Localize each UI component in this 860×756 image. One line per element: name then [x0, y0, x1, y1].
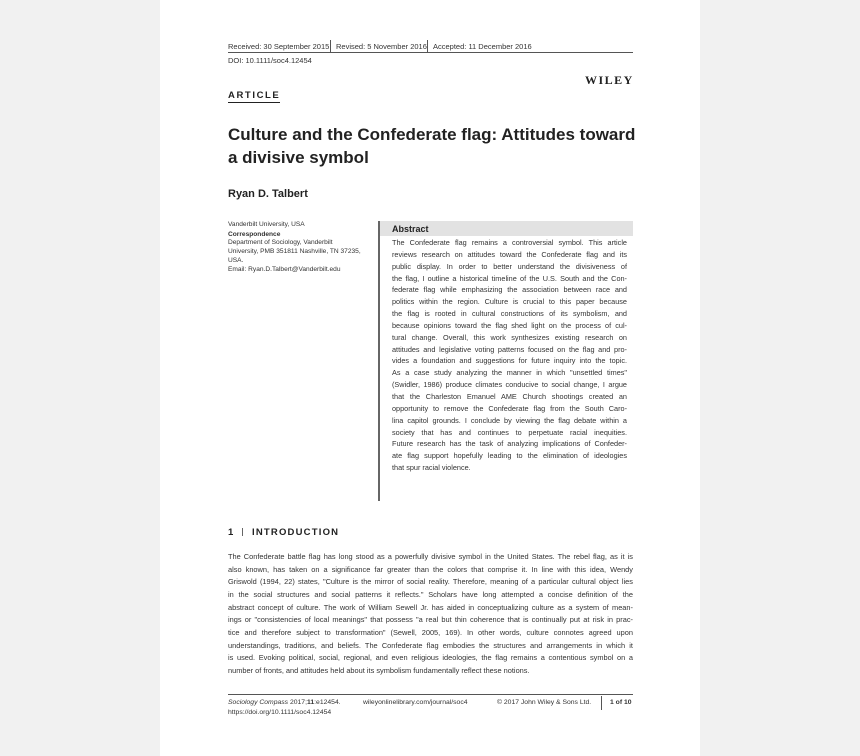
- correspondence-label: Correspondence: [228, 230, 281, 238]
- accepted-date: Accepted: 11 December 2016: [433, 42, 532, 51]
- correspondence-email: Email: Ryan.D.Talbert@Vanderbilt.edu: [228, 265, 341, 273]
- body-line: abstract concept of culture. The work of William Sewell Jr. has aided in conceptualizing culture as a system of mean-: [228, 602, 633, 612]
- journal-name: Sociology Compass: [228, 699, 289, 706]
- citation-year: 2017;: [289, 699, 307, 706]
- article-page: [160, 0, 700, 756]
- abstract-line: (Swidler, 1986) produce climates conducive to social change, I argue: [392, 380, 627, 390]
- title-line: a divisive symbol: [228, 148, 369, 167]
- section-title: INTRODUCTION: [252, 527, 340, 538]
- header-rule: [228, 52, 633, 53]
- received-date: Received: 30 September 2015: [228, 42, 330, 51]
- body-line: tice and therefore subject to transformation" (Sewell, 2005, 169). In other words, culture connotes agreed upon: [228, 627, 633, 637]
- abstract-line: ate flag support hopefully leading to the elimination of ideologies: [392, 451, 627, 461]
- section-number: 1: [228, 527, 235, 538]
- abstract-line: tural change. Overall, this work synthesizes existing research on: [392, 332, 627, 342]
- abstract-line: The Confederate flag remains a controversial symbol. This article: [392, 238, 627, 247]
- footer-doi-link[interactable]: https://doi.org/10.1111/soc4.12454: [228, 709, 332, 716]
- copyright: © 2017 John Wiley & Sons Ltd.: [497, 699, 592, 706]
- volume: 11: [306, 699, 315, 706]
- journal-website-link[interactable]: wileyonlinelibrary.com/journal/soc4: [363, 699, 468, 706]
- abstract-heading: Abstract: [392, 224, 429, 234]
- abstract-line: reviews research on attitudes toward the Confederate flag and its: [392, 249, 627, 259]
- abstract-rule: [378, 221, 380, 501]
- abstract-line: the flag, I outline a historical timeline of the U.S. South and the Con-: [392, 273, 627, 283]
- body-text: [228, 551, 633, 678]
- doi: DOI: 10.1111/soc4.12454: [228, 56, 312, 65]
- footer-rule: [228, 694, 633, 695]
- body-line: ings or "consistencies of local meanings" that possess "a real but thin coherence that is continually put at risk in prac-: [228, 615, 633, 625]
- body-line: Griswold (1994, 22) states, "Culture is the mirror of social reality. Therefore, meaning of a particular cultural object lies: [228, 577, 633, 587]
- article-title: [228, 123, 648, 169]
- abstract-line: As a case study analyzing the manner in which "unsettled times": [392, 368, 627, 378]
- section-heading: [228, 527, 339, 538]
- article-number: :e12454.: [314, 699, 341, 706]
- body-line: number of fronts, and attitudes held about its symbolism fundamentally reflect these notions.: [228, 665, 530, 675]
- abstract-line: that the Charleston Emanuel AME Church shootings created an: [392, 391, 627, 401]
- abstract-line: vides a foundation and suggestions for future inquiry into the topic.: [392, 356, 627, 366]
- abstract-line: because opinions toward the flag shed light on the process of cul-: [392, 320, 627, 330]
- abstract-line: that spur racial violence.: [392, 463, 471, 473]
- abstract-line: society that has and continues to perpetuate racial inequities.: [392, 427, 627, 437]
- affiliation-block: [228, 221, 378, 274]
- abstract-line: Future research has the task of analyzing implications of Confeder-: [392, 439, 627, 449]
- section-bar: [242, 528, 243, 536]
- abstract-line: opportunity to remove the Confederate flag from the South Caro-: [392, 403, 627, 413]
- body-line: understandings, traditions, and beliefs. The Confederate flag embodies the structures and arrangements in which it: [228, 640, 633, 650]
- wiley-logo: WILEY: [585, 73, 634, 87]
- page-number: 1 of 10: [610, 699, 632, 706]
- abstract-line: federate flag while emphasizing the association between race and: [392, 285, 627, 295]
- header-divider: [330, 40, 331, 52]
- footer-divider: [601, 696, 602, 710]
- author-name: Ryan D. Talbert: [228, 188, 308, 200]
- article-type-label: ARTICLE: [228, 90, 281, 101]
- header-divider: [427, 40, 428, 52]
- institution: Vanderbilt University, USA: [228, 221, 305, 228]
- abstract-line: politics within the region. Culture is crucial to this paper because: [392, 297, 627, 307]
- body-line: also known, has taken on a significance far greater than the colors that comprise it. In line with this idea, Wendy: [228, 564, 633, 574]
- abstract-line: attitudes and legislative voting patterns focused on the flag and pro-: [392, 344, 627, 354]
- abstract-line: lina capitol grounds. I conclude by viewing the flag debate within a: [392, 415, 627, 425]
- abstract-line: public display. In order to better understand the divisiveness of: [392, 261, 627, 271]
- correspondence-line: USA.: [228, 256, 244, 264]
- correspondence-line: Department of Sociology, Vanderbilt: [228, 239, 333, 247]
- body-line: is used. Evoking political, social, regional, and even religious ideologies, the flag remains a contentious symbol on a: [228, 653, 633, 663]
- correspondence-line: University, PMB 351811 Nashville, TN 37235,: [228, 248, 361, 256]
- body-line: in the social structures and social patterns it reflects." Scholars have long attempted a concise definition of the: [228, 589, 633, 599]
- title-line: Culture and the Confederate flag: Attitudes toward: [228, 125, 636, 144]
- abstract-text: [392, 237, 627, 474]
- body-line: The Confederate battle flag has long stood as a powerfully divisive symbol in the United States. The rebel flag, as it is: [228, 552, 633, 561]
- footer-citation: [228, 699, 341, 706]
- revised-date: Revised: 5 November 2016: [336, 42, 427, 51]
- abstract-line: the flag is rooted in cultural constructions of its symbolism, and: [392, 309, 627, 319]
